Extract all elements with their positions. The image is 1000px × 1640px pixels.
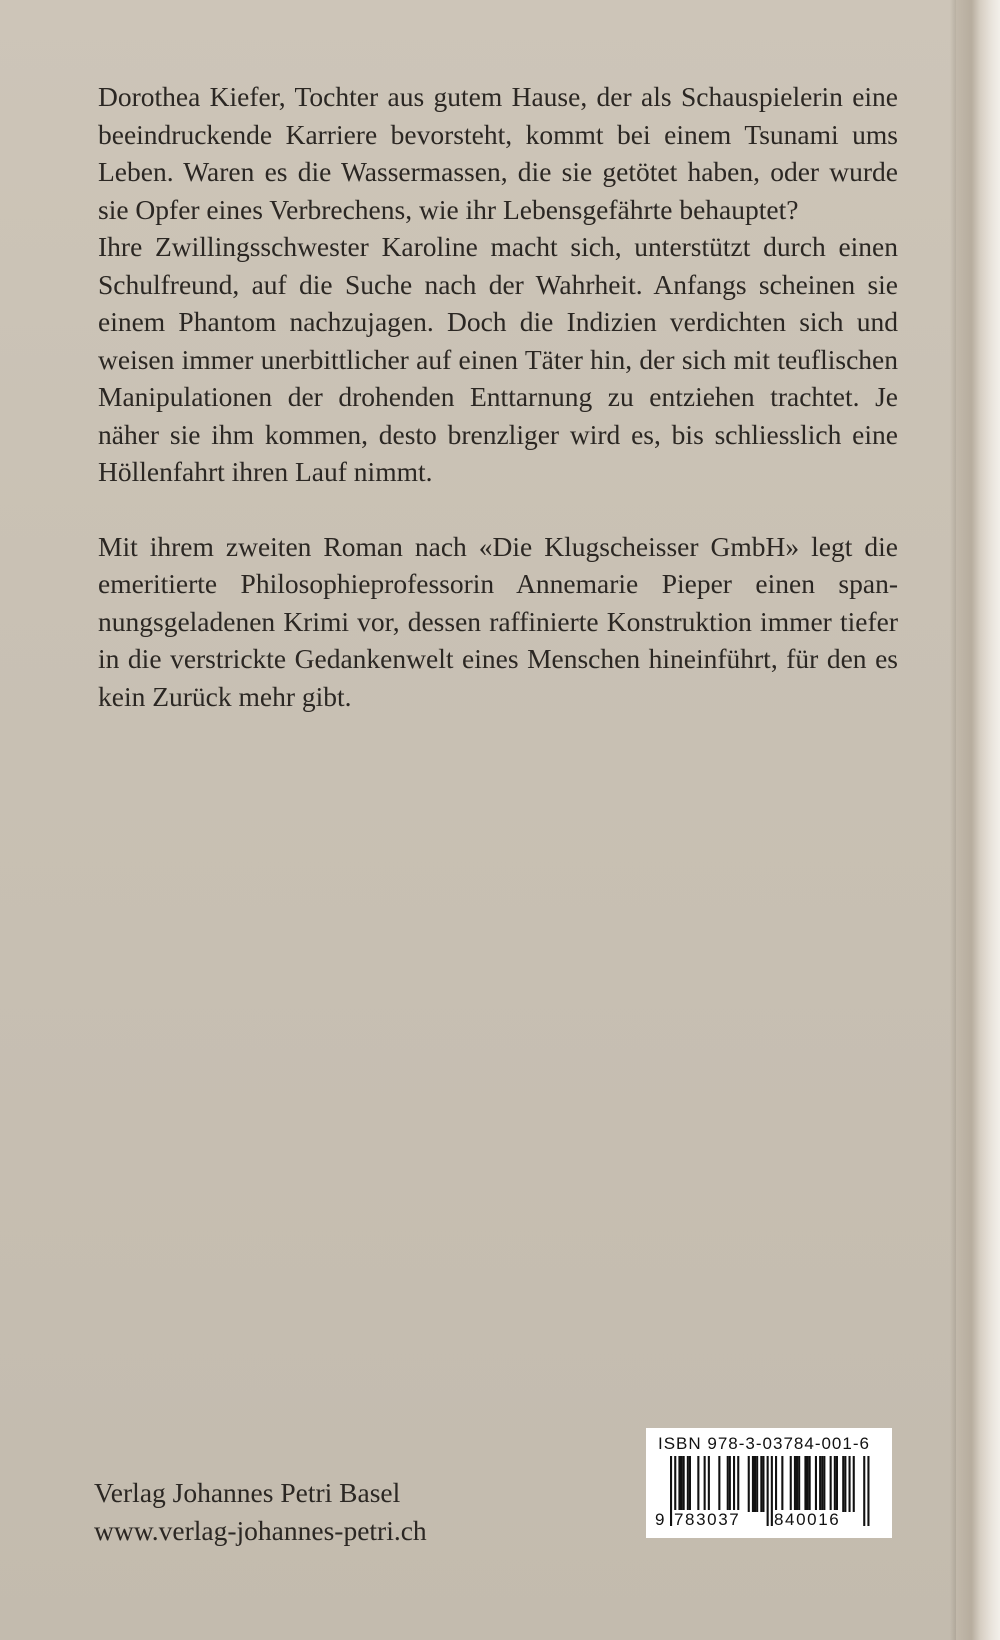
paragraph-spacer	[98, 491, 898, 528]
barcode-bar	[836, 1456, 838, 1512]
ean-right-group: 840016	[774, 1510, 841, 1529]
barcode-bar	[718, 1456, 720, 1512]
publisher-info	[94, 1474, 427, 1550]
blurb-paragraph-3: Mit ihrem zweiten Roman nach «Die Klugscheisser GmbH» legt die emeritierte Philosophieprofessorin Annemarie Pieper einen spannungsgeladenen Krimi vor, dessen raffinierte Konstruktion immer tiefer in die verstrickte Gedankenwelt eines Menschen hineinführt, für den es kein Zurück mehr gibt.	[98, 530, 898, 712]
barcode-bar	[823, 1456, 825, 1512]
barcode-guard-bar	[767, 1456, 769, 1526]
barcode-bar	[683, 1456, 685, 1512]
blurb-text	[98, 78, 898, 715]
blurb-paragraph-1: Dorothea Kiefer, Tochter aus gutem Hause, der als Schauspielerin eine beeindruckende Karriere bevorsteht, kommt bei einem Tsunami ums Leben. Waren es die Wassermassen, die sie getötet haben, oder wurde sie Opfer eines Verbrechens, wie ihr Lebensgefährte behauptet?	[98, 81, 898, 225]
barcode-bar	[804, 1456, 806, 1512]
barcode-bar	[809, 1456, 811, 1512]
barcode-bar	[794, 1456, 796, 1512]
barcode-guard-bar	[863, 1456, 865, 1526]
barcode-bar	[844, 1456, 846, 1512]
barcode-bar	[819, 1456, 821, 1512]
barcode-guard-bar	[771, 1456, 773, 1526]
barcode-bar	[796, 1456, 798, 1512]
isbn-barcode	[646, 1428, 892, 1538]
barcode-bar	[807, 1456, 809, 1512]
barcode-bar	[727, 1456, 729, 1512]
barcode-bar	[697, 1456, 699, 1512]
barcode-bar	[754, 1456, 756, 1512]
barcode-bar	[798, 1456, 800, 1512]
barcode-bar	[775, 1456, 777, 1512]
barcode-bar	[762, 1456, 764, 1512]
publisher-name: Verlag Johannes Petri Basel	[94, 1477, 401, 1508]
barcode-bar	[737, 1456, 739, 1512]
barcode-guard-bar	[670, 1456, 672, 1526]
barcode-bar	[834, 1456, 836, 1512]
barcode-bar	[853, 1456, 855, 1512]
barcode-bar	[681, 1456, 683, 1512]
barcode-bar	[689, 1456, 691, 1512]
barcode-bar	[748, 1456, 750, 1512]
barcode-bar	[704, 1456, 706, 1512]
barcode-bar	[781, 1456, 783, 1512]
barcode-bar	[678, 1456, 680, 1512]
isbn-label: ISBN 978-3-03784-001-6	[658, 1434, 870, 1453]
barcode-bar	[708, 1456, 710, 1512]
barcode-bar	[756, 1456, 758, 1512]
barcode-bar	[849, 1456, 851, 1512]
publisher-url: www.verlag-johannes-petri.ch	[94, 1515, 427, 1546]
book-spine-edge	[956, 0, 1000, 1640]
barcode-bar	[752, 1456, 754, 1512]
barcode-bar	[790, 1456, 792, 1512]
barcode-bar	[729, 1456, 731, 1512]
barcode-bar	[815, 1456, 817, 1512]
barcode-bar	[821, 1456, 823, 1512]
ean-first-digit: 9	[655, 1510, 667, 1529]
barcode-guard-bar	[867, 1456, 869, 1526]
barcode-bar	[830, 1456, 832, 1512]
ean-left-group: 783037	[674, 1510, 741, 1529]
blurb-paragraph-2: Ihre Zwillingsschwester Karoline macht sich, unterstützt durch einen Schulfreund, auf die Suche nach der Wahrheit. Anfangs scheinen sie einem Phantom nachzujagen. Doch die Indizien verdichten sich und weisen immer unerbittlicher auf einen Täter hin, der sich mit teuflischen Manipulationen der drohenden Enttarnung zu entziehen trachtet. Je näher sie ihm kommen, desto brenzliger wird es, bis schliesslich eine Höllenfahrt ihren Lauf nimmt.	[98, 231, 898, 487]
barcode-bar	[842, 1456, 844, 1512]
barcode-bar	[687, 1456, 689, 1512]
barcode-bar	[733, 1456, 735, 1512]
barcode-bar	[760, 1456, 762, 1512]
